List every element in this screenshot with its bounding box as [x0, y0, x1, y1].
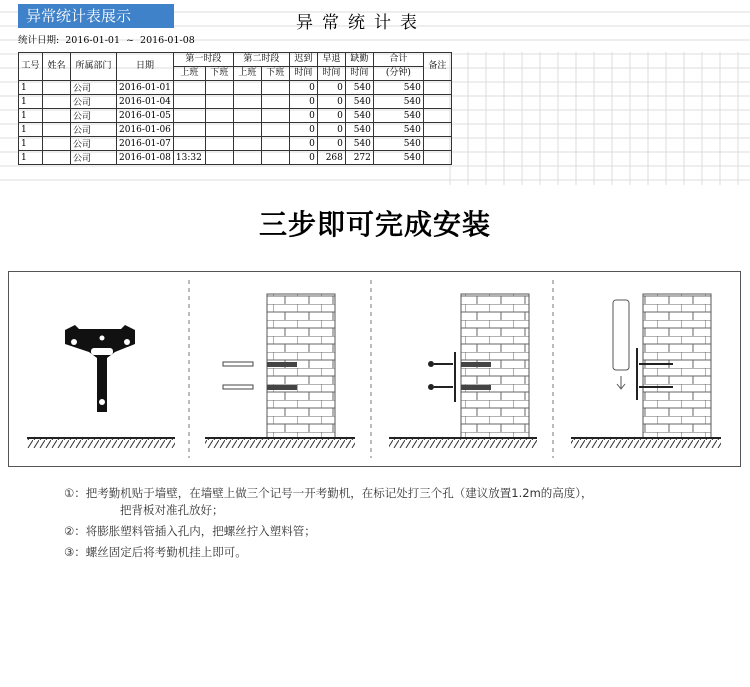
- instruction-step3: ③：螺丝固定后将考勤机挂上即可。: [64, 545, 247, 559]
- date-from: 2016-01-01: [65, 35, 121, 46]
- install-steps-panel: [8, 271, 741, 467]
- header-emp-no: 工号: [19, 53, 43, 81]
- header-dept: 所属部门: [71, 53, 117, 81]
- install-instructions: [64, 483, 593, 563]
- cell-absent: 540: [345, 137, 373, 151]
- header-p1-off: 下班: [205, 67, 233, 81]
- cell-date: 2016-01-04: [117, 95, 174, 109]
- table-row: [19, 95, 452, 109]
- header-name: 姓名: [43, 53, 71, 81]
- instruction-step1-cont: 把背板对准孔放好；: [120, 503, 224, 517]
- cell-date: 2016-01-05: [117, 109, 174, 123]
- cell-dept: 公司: [71, 81, 117, 95]
- cell-early: 0: [317, 81, 345, 95]
- cell-total: 540: [373, 109, 423, 123]
- cell-late: 0: [289, 81, 317, 95]
- stat-date-range: [18, 32, 198, 46]
- attendance-exception-table: [18, 52, 452, 165]
- cell-dept: 公司: [71, 109, 117, 123]
- cell-p1-on: [173, 81, 205, 95]
- brick-wall: [643, 294, 711, 438]
- arrow-down-icon: [617, 376, 625, 389]
- cell-p1-on: 13:32: [173, 151, 205, 165]
- date-to: 2016-01-08: [140, 35, 195, 46]
- header-early: 早退: [317, 53, 345, 67]
- header-date: 日期: [117, 53, 174, 81]
- cell-absent: 540: [345, 123, 373, 137]
- table-row: [19, 137, 452, 151]
- cell-dept: 公司: [71, 123, 117, 137]
- header-absent: 缺勤: [345, 53, 373, 67]
- install-heading: 三步即可完成安装: [258, 208, 491, 241]
- cell-early: 0: [317, 109, 345, 123]
- cell-early: 0: [317, 123, 345, 137]
- header-total: 合计: [373, 53, 423, 67]
- header-p2-off: 下班: [261, 67, 289, 81]
- header-p2-on: 上班: [233, 67, 261, 81]
- instruction-step2: ②：将膨胀塑料管插入孔内，把螺丝拧入塑料管；: [64, 524, 316, 538]
- cell-p1-on: [173, 109, 205, 123]
- cell-late: 0: [289, 95, 317, 109]
- cell-id: 1: [19, 137, 43, 151]
- plastic-anchor-icon: [223, 362, 253, 389]
- cell-dept: 公司: [71, 95, 117, 109]
- cell-late: 0: [289, 137, 317, 151]
- cell-total: 540: [373, 123, 423, 137]
- cell-absent: 540: [345, 81, 373, 95]
- header-late-time: 时间: [289, 67, 317, 81]
- stat-date-label: 统计日期:: [18, 35, 60, 46]
- mounting-bracket-icon: [65, 325, 135, 412]
- table-row: [19, 151, 452, 165]
- instruction-step1: ①：把考勤机贴于墙壁，在墙壁上做三个记号一开考勤机，在标记处打三个孔（建议放置1.2m的高度），: [64, 486, 593, 500]
- floor-hatch: [205, 438, 355, 448]
- table-row: [19, 123, 452, 137]
- section-badge: 异常统计表展示: [18, 4, 174, 28]
- header-early-time: 时间: [317, 67, 345, 81]
- sheet-title: 异常统计表: [296, 13, 426, 33]
- cell-early: 0: [317, 137, 345, 151]
- cell-id: 1: [19, 151, 43, 165]
- cell-early: 268: [317, 151, 345, 165]
- cell-id: 1: [19, 95, 43, 109]
- cell-p1-on: [173, 95, 205, 109]
- cell-date: 2016-01-08: [117, 151, 174, 165]
- header-total-unit: (分钟): [373, 67, 423, 81]
- header-period2: 第二时段: [233, 53, 289, 67]
- cell-late: 0: [289, 151, 317, 165]
- date-tilde: ~: [126, 35, 135, 46]
- screw-icon: [428, 361, 453, 390]
- spreadsheet-screenshot: [0, 0, 750, 185]
- cell-absent: 540: [345, 95, 373, 109]
- cell-dept: 公司: [71, 137, 117, 151]
- cell-id: 1: [19, 81, 43, 95]
- header-p1-on: 上班: [173, 67, 205, 81]
- cell-date: 2016-01-07: [117, 137, 174, 151]
- cell-late: 0: [289, 123, 317, 137]
- cell-p1-on: [173, 123, 205, 137]
- cell-date: 2016-01-06: [117, 123, 174, 137]
- cell-late: 0: [289, 109, 317, 123]
- cell-id: 1: [19, 123, 43, 137]
- install-steps-illustration: [9, 272, 740, 466]
- floor-hatch: [571, 438, 721, 448]
- cell-absent: 272: [345, 151, 373, 165]
- header-late: 迟到: [289, 53, 317, 67]
- floor-hatch: [27, 438, 175, 448]
- cell-absent: 540: [345, 109, 373, 123]
- cell-total: 540: [373, 151, 423, 165]
- table-row: [19, 81, 452, 95]
- cell-dept: 公司: [71, 151, 117, 165]
- header-absent-time: 时间: [345, 67, 373, 81]
- cell-total: 540: [373, 81, 423, 95]
- attendance-device-icon: [613, 300, 629, 370]
- cell-total: 540: [373, 95, 423, 109]
- cell-total: 540: [373, 137, 423, 151]
- cell-early: 0: [317, 95, 345, 109]
- table-row: [19, 109, 452, 123]
- cell-p1-on: [173, 137, 205, 151]
- cell-date: 2016-01-01: [117, 81, 174, 95]
- floor-hatch: [389, 438, 537, 448]
- cell-id: 1: [19, 109, 43, 123]
- header-period1: 第一时段: [173, 53, 233, 67]
- header-note: 备注: [423, 53, 451, 81]
